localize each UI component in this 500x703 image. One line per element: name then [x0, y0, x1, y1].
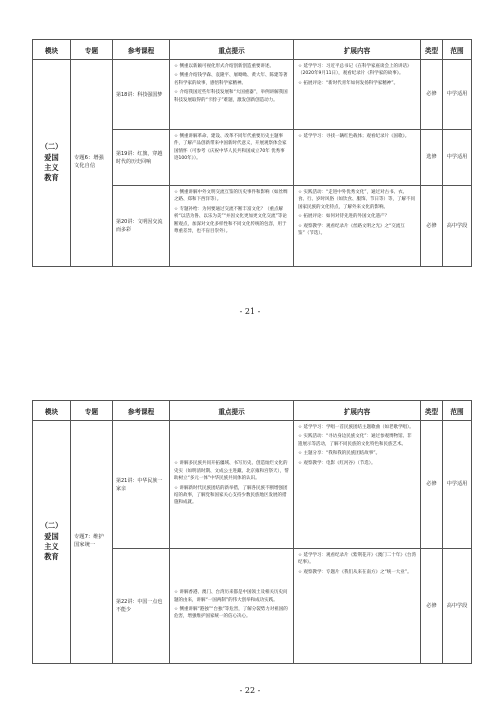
ext-item: ☆ 拓展评论：如何对待先进的外国文化遗产？: [298, 214, 389, 220]
header-type: 类型: [421, 401, 443, 421]
header-course: 参考课程: [113, 40, 170, 60]
point-item: ☆ 侧重讲解“港独”“台独”等危害，了解分裂势力对祖国的危害，增强维护国家统一的信心决心。: [174, 607, 288, 620]
header-module: 模块: [33, 40, 71, 60]
point-item: ☆ 侧重讲解中外文明交流互鉴的历史事件和影响（如丝绸之路、郑和下西洋等）。: [174, 190, 288, 203]
header-ext: 扩展内容: [294, 40, 421, 60]
page-number: - 22 -: [239, 686, 261, 695]
point-item: ☆ 侧重讲解革命、建设、改革不同年代重要历史主题事件，了解产品创新带来中国新时代意义，开展观察体会家国情怀（可参考《庆祝中华人民共和国成立70年 优秀事迹100年》）。: [174, 134, 287, 162]
header-points: 重点提示: [170, 40, 294, 60]
ext-item: ☆ 延学学习：习近平总书记《在科学家座谈会上的讲话》（2020年9月11日），观看纪录片《科学家的故事》。: [298, 64, 412, 77]
point-item: ☆ 介绍我国近些年科技发展和“大国重器”，举例讲解我国科技发展取得的“卡脖子”难题，激发创新创造动力。: [174, 90, 288, 103]
ext-item: ☆ 拓展评论：“新时代青年如何发扬科学家精神”。: [298, 80, 399, 86]
ext-item: ☆ 实践活动：“寻访身边民族文化”：通过参观博物馆、非遗展示等活动，了解不同民族的文化特色和民族艺术。: [298, 434, 412, 447]
point-item: ☆ 侧重介绍钱学森、袁隆平、屠呦呦、黄大年、陈建等著名科学家的故事，感悟科学家精神。: [174, 73, 288, 86]
type-cell: 必修: [421, 421, 443, 549]
table-row: [33, 60, 472, 130]
ext-item: ☆ 观察教学：观看纪录片《丝路文明之光》之“交流互鉴”（节选）。: [298, 223, 405, 237]
topic-cell: 专题6：增强文化自信: [71, 60, 113, 267]
points-cell: [170, 186, 294, 267]
type-cell: 必修: [421, 186, 443, 267]
points-cell: [170, 130, 294, 186]
page1-table: [32, 39, 472, 267]
points-cell: [170, 549, 294, 664]
header-type: 类型: [421, 40, 443, 60]
ext-item: ☆ 延学学习：学唱一首民族团结主题歌曲（如老歌学唱）。: [298, 425, 414, 430]
ext-cell: [294, 60, 421, 130]
header-points: 重点提示: [170, 401, 294, 421]
course-cell: 第20讲：文明因交流而多彩: [113, 186, 170, 267]
course-cell: 第21讲：中华民族一家亲: [113, 421, 170, 549]
module-cell: [33, 60, 71, 267]
point-item: ☆ 讲解香港、澳门、台湾历来都是中国领土及相关历史问题的由来，讲解“一国两制”的伟大创举和成功实践。: [174, 590, 288, 603]
ext-cell: [294, 130, 421, 186]
topic-cell: 专题7：维护国家统一: [71, 421, 113, 664]
header-row: [33, 401, 472, 421]
module-cell: [33, 421, 71, 664]
module-line: 教育: [44, 552, 59, 562]
ext-cell: [294, 421, 421, 549]
header-row: [33, 40, 472, 60]
course-cell: 第19讲：红旗，穿越时代的历史回响: [113, 130, 170, 186]
page2-table: [32, 400, 472, 664]
points-cell: [170, 421, 294, 549]
point-item: ☆ 讲解新时代民族团结的新举措，了解各民族不断增强团结的故事，了解党和国家关心支持少数民族地区发展的措施和成就。: [174, 485, 288, 506]
points-cell: [170, 60, 294, 130]
ext-item: ☆ 延学学习：寻找一辆红色载体；观看纪录片《国歌》。: [298, 134, 410, 139]
header-topic: 专题: [71, 401, 113, 421]
ext-cell: [294, 186, 421, 267]
module-line: （二）: [40, 521, 63, 531]
ext-item: ☆ 实践活动：“走进中外优秀文化”，通过对古书、衣、食、行、岁时风俗（如饮食、服饰、节日等）等，了解不同国家民族的文化特点，了解外来文化的影响。: [298, 190, 415, 210]
range-cell: 高中学段: [443, 186, 472, 267]
type-cell: 必修: [421, 549, 443, 664]
range-cell: 中学适用: [443, 60, 472, 130]
type-cell: 选修: [421, 130, 443, 186]
point-item: ☆ 讲解多民族共同开拓疆域、书写历史、创造灿烂文化的史实（如明清时期、文成公主进藏、北京雍和宫祭天），帮助树立“多元一体”中华民族共同体的认识。: [174, 461, 289, 482]
course-cell: 第18讲：科技强国梦: [113, 60, 170, 130]
table-row: [33, 421, 472, 549]
ext-item: ☆ 观察教学：电影《红河谷》（节选）。: [298, 460, 376, 466]
course-cell: 第22讲：中国一点也不能少: [113, 549, 170, 664]
ext-cell: [294, 549, 421, 664]
point-item: ☆ 专题补给：为何要通过交流不断丰富文化？（重点解析“以活为鲁、以乐为美”“并因文化更加更文化交流”等论断观点，加深对文化多样性和不同文化传统的包容，用于尊重差异，也不盲目崇外）。: [174, 206, 287, 235]
module-line: 爱国: [44, 152, 59, 162]
header-range: 范围: [443, 40, 472, 60]
page-number: - 21 -: [239, 307, 261, 316]
ext-item: ☆ 观察教学：专题片《我们从来在南方》之“统一大业”。: [298, 569, 412, 575]
header-course: 参考课程: [113, 401, 170, 421]
header-module: 模块: [33, 401, 71, 421]
module-line: 教育: [44, 173, 59, 183]
range-cell: 中学适用: [443, 130, 472, 186]
header-topic: 专题: [71, 40, 113, 60]
header-range: 范围: [443, 401, 472, 421]
type-cell: 必修: [421, 60, 443, 130]
point-item: ☆ 侧重以新颖可视化形式介绍创新创造重要讲述。: [174, 64, 274, 69]
header-ext: 扩展内容: [294, 401, 421, 421]
range-cell: 高中学段: [443, 549, 472, 664]
range-cell: 中学适用: [443, 421, 472, 549]
module-line: 主义: [44, 542, 59, 551]
module-line: （二）: [40, 142, 63, 152]
ext-item: ☆ 延学学习：观看纪录片《紫荆花开》《澳门二十年》《台湾纪事》。: [298, 553, 416, 566]
module-line: 主义: [44, 163, 59, 172]
module-line: 爱国: [44, 531, 59, 541]
ext-item: ☆ 主题分享：“我和我的民族团结故事”。: [298, 451, 381, 457]
